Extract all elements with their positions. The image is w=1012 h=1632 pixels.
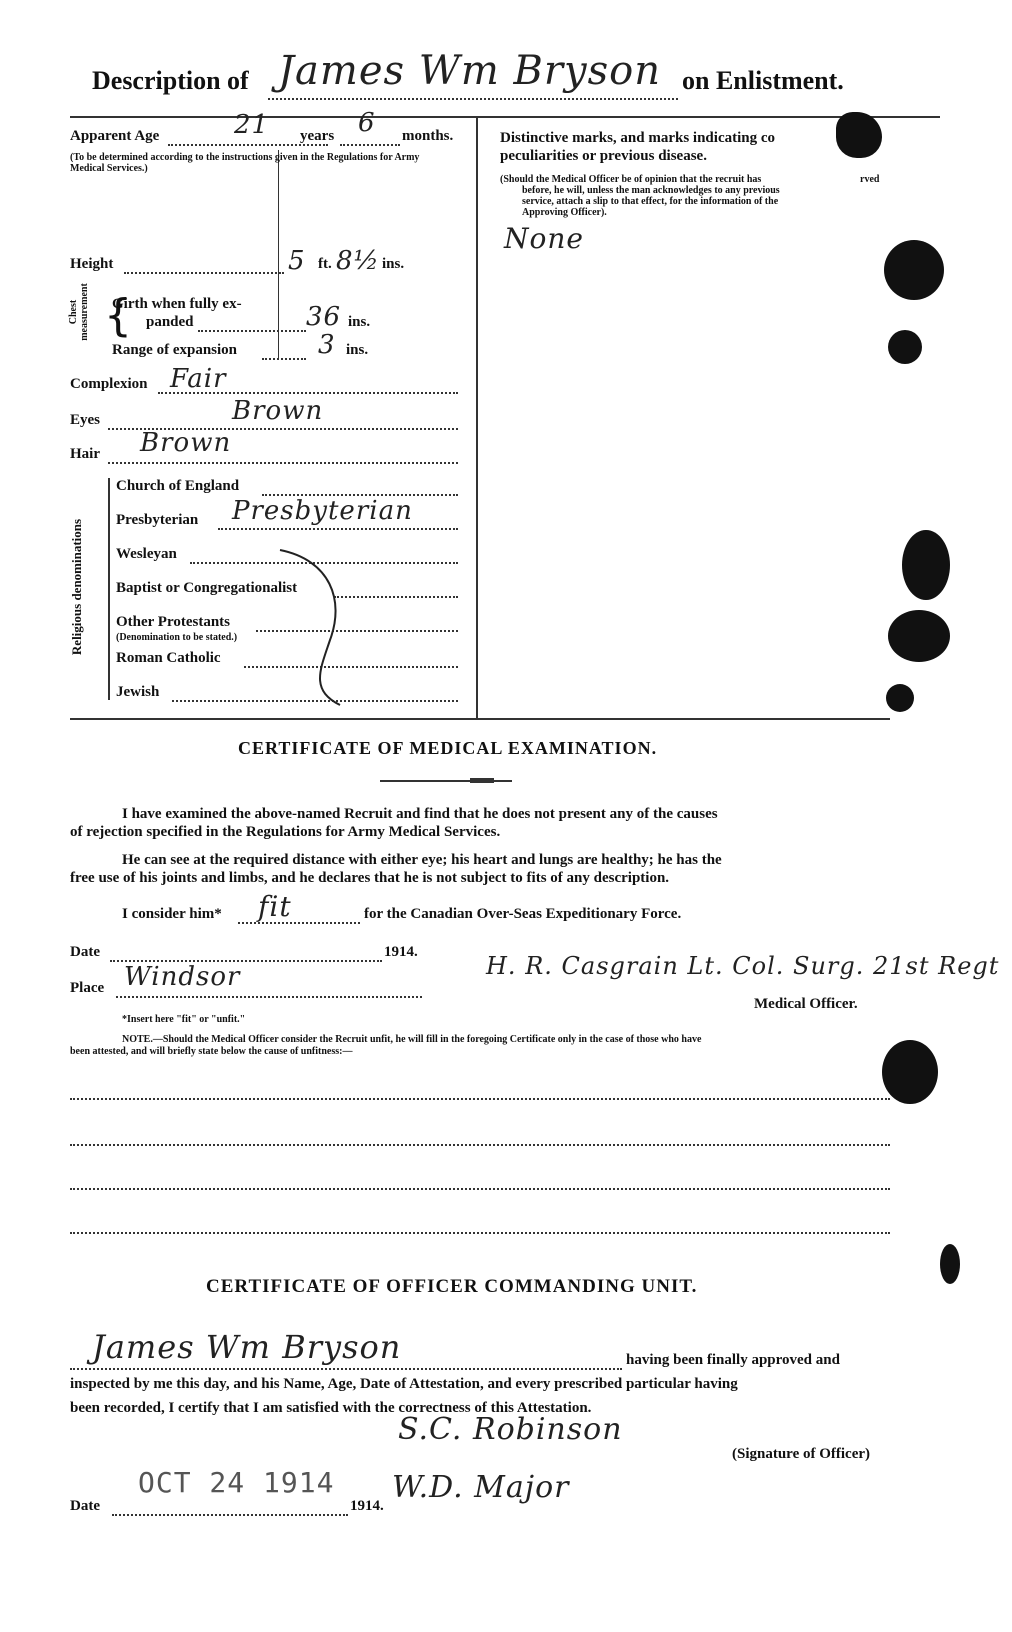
height-label: Height: [70, 256, 114, 272]
unfit-line-2: [70, 1144, 890, 1146]
marks-note-4: Approving Officer).: [522, 207, 607, 218]
marks-value: None: [504, 222, 584, 255]
commanding-line2: inspected by me this day, and his Name, Age, Date of Attestation, and every prescribed particular having: [70, 1376, 738, 1392]
marks-note-2: before, he will, unless the man acknowledges to any previous: [522, 185, 780, 196]
unfit-note-line1: NOTE.—Should the Medical Officer consider the Recruit unfit, he will fill in the foregoing Certificate only in the case of those who have: [122, 1034, 702, 1045]
top-rule: [70, 116, 940, 118]
chest-brace: {: [104, 290, 132, 341]
religion-label: Religious denominations: [69, 518, 84, 656]
medical-heading: CERTIFICATE OF MEDICAL EXAMINATION.: [238, 738, 658, 758]
header-suffix: on Enlistment.: [682, 66, 844, 95]
commanding-signature-1: S.C. Robinson: [398, 1412, 623, 1447]
unfit-line-3: [70, 1188, 890, 1190]
commanding-date-year: 1914.: [350, 1498, 384, 1514]
religion-church-of-england: Church of England: [116, 478, 240, 494]
religion-other: Other Protestants: [116, 614, 231, 630]
range-value: 3: [318, 330, 336, 360]
hair-label: Hair: [70, 446, 100, 462]
commanding-line3: been recorded, I certify that I am satisfied with the correctness of this Attestation.: [70, 1400, 592, 1416]
consider-value: fit: [258, 890, 292, 923]
religion-jewish: Jewish: [116, 684, 160, 700]
girth-label-1: Girth when fully ex-: [112, 296, 242, 312]
eyes-value: Brown: [232, 396, 324, 426]
ink-blot: [888, 610, 950, 662]
insert-note: *Insert here "fit" or "unfit.": [122, 1014, 246, 1025]
measure-divider: [278, 150, 279, 360]
ink-blot: [882, 1040, 938, 1104]
girth-ins: ins.: [348, 314, 371, 330]
header-recruit-name: James Wm Bryson: [278, 48, 661, 94]
ink-blot: [836, 112, 882, 158]
age-label: Apparent Age: [70, 128, 160, 144]
commanding-line1-suffix: having been finally approved and: [626, 1352, 840, 1368]
religion-wesleyan: Wesleyan: [116, 546, 177, 562]
medical-place-value: Windsor: [124, 962, 241, 992]
commanding-date-label: Date: [70, 1498, 100, 1514]
range-label: Range of expansion: [112, 342, 238, 358]
medical-officer-signature: H. R. Casgrain Lt. Col. Surg. 21st Regt: [486, 952, 1000, 980]
chest-label: Chest measurement: [68, 283, 90, 341]
unfit-line-4: [70, 1232, 890, 1234]
girth-value: 36: [306, 302, 342, 332]
medical-para2-line1: He can see at the required distance with either eye; his heart and lungs are healthy; he has the: [122, 852, 722, 868]
marks-title-2: peculiarities or previous disease.: [500, 148, 707, 164]
date-stamp: OCT 24 1914: [138, 1466, 335, 1499]
hair-value: Brown: [140, 428, 232, 458]
medical-para1-line2: of rejection specified in the Regulations for Army Medical Services.: [70, 824, 501, 840]
months-label: months.: [402, 128, 454, 144]
complexion-value: Fair: [170, 364, 227, 394]
ink-blot: [940, 1244, 960, 1284]
height-in-value: 8½: [336, 246, 380, 276]
ink-blot: [884, 240, 944, 300]
section-rule: [70, 718, 890, 720]
religion-bracket: [108, 478, 110, 700]
religion-roman-catholic: Roman Catholic: [116, 650, 221, 666]
medical-para1-line1: I have examined the above-named Recruit and find that he does not present any of the causes: [122, 806, 718, 822]
column-divider: [476, 118, 478, 718]
unfit-line-1: [70, 1098, 890, 1100]
header-prefix: Description of: [92, 66, 249, 95]
marks-note-1: (Should the Medical Officer be of opinion that the recruit has: [500, 174, 762, 185]
commanding-signature-label: (Signature of Officer): [732, 1446, 871, 1462]
medical-para2-line2: free use of his joints and limbs, and he declares that he is not subject to fits of any description.: [70, 870, 670, 886]
consider-suffix: for the Canadian Over-Seas Expeditionary Force.: [364, 906, 682, 922]
unfit-note-line2: been attested, and will briefly state below the cause of unfitness:—: [70, 1046, 353, 1057]
medical-date-year: 1914.: [384, 944, 418, 960]
religion-baptist: Baptist or Congregationalist: [116, 580, 298, 596]
ft-label: ft.: [318, 256, 332, 272]
ink-blot: [886, 684, 914, 712]
religion-other-note: (Denomination to be stated.): [116, 632, 238, 643]
commanding-heading: CERTIFICATE OF OFFICER COMMANDING UNIT.: [206, 1276, 698, 1297]
range-ins: ins.: [346, 342, 369, 358]
medical-officer-label: Medical Officer.: [754, 996, 858, 1012]
marks-note-3: service, attach a slip to that effect, for the information of the: [522, 196, 779, 207]
height-ft-value: 5: [288, 246, 306, 276]
eyes-label: Eyes: [70, 412, 100, 428]
complexion-label: Complexion: [70, 376, 148, 392]
ins-label: ins.: [382, 256, 405, 272]
age-note: (To be determined according to the instructions given in the Regulations for Army Medical Services.): [70, 152, 420, 174]
girth-label-2: panded: [146, 314, 194, 330]
years-label: years: [300, 128, 335, 144]
consider-label: I consider him*: [122, 906, 222, 922]
commanding-recruit-name: James Wm Bryson: [92, 1328, 402, 1366]
ink-blot: [902, 530, 950, 600]
medical-place-label: Place: [70, 980, 105, 996]
ink-blot: [888, 330, 922, 364]
medical-date-label: Date: [70, 944, 100, 960]
religion-presbyterian: Presbyterian: [116, 512, 199, 528]
commanding-signature-2: W.D. Major: [392, 1470, 570, 1505]
age-years-value: 21: [234, 110, 270, 140]
marks-note-1-end: rved: [860, 174, 880, 185]
cancellation-stroke: [270, 540, 380, 710]
religion-presbyterian-value: Presbyterian: [232, 496, 413, 526]
marks-title-1: Distinctive marks, and marks indicating co: [500, 130, 776, 146]
age-months-value: 6: [358, 108, 376, 138]
